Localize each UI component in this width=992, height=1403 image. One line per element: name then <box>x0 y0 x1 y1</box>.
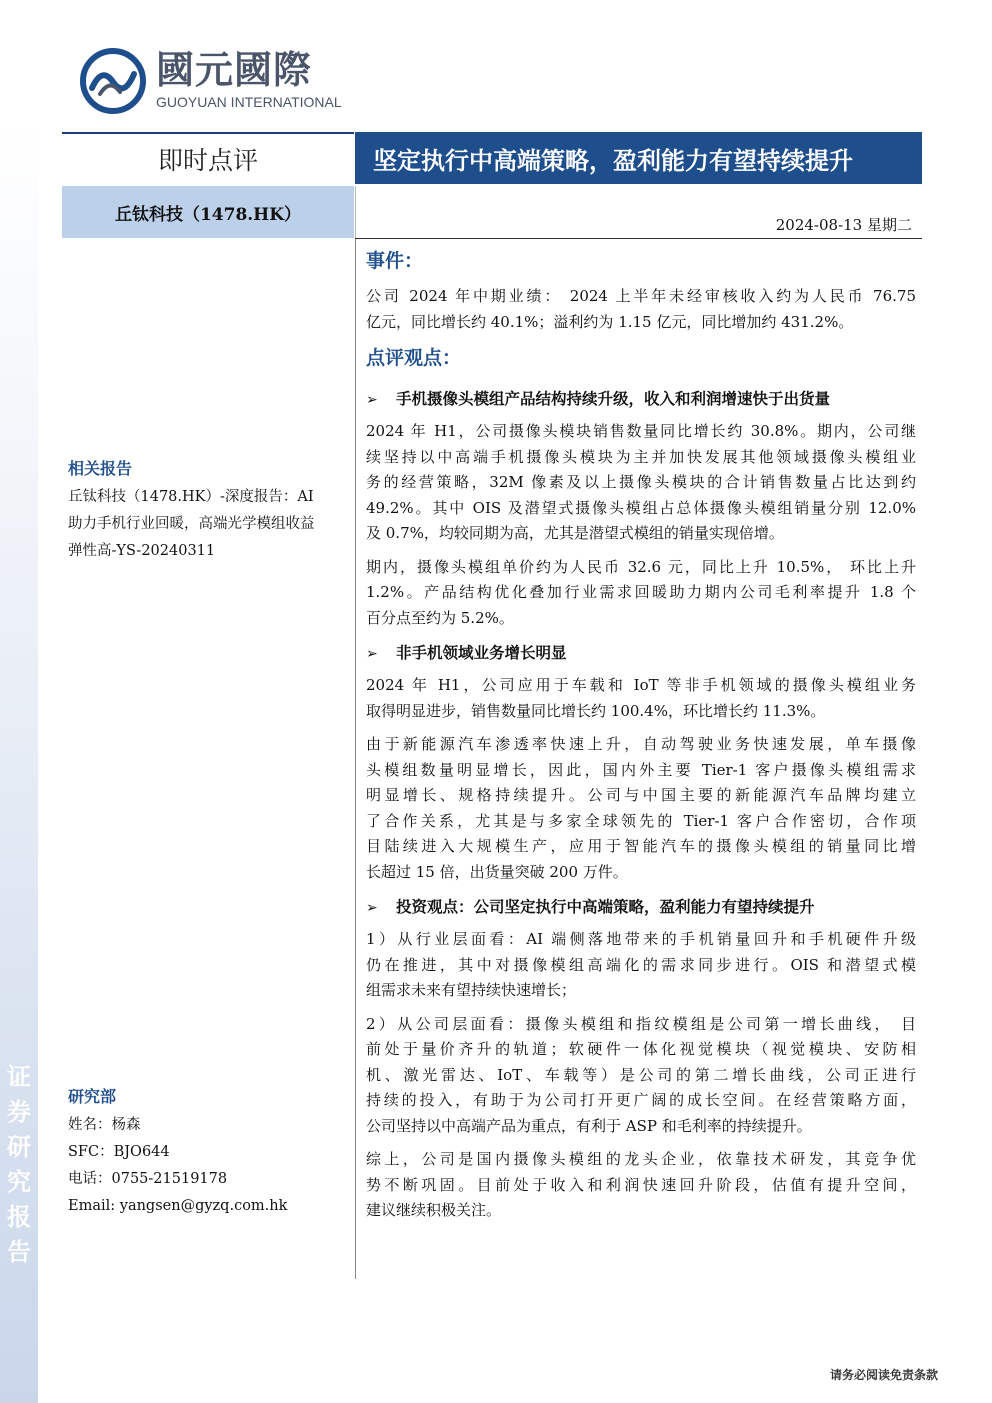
text-line: 及 0.7%，均较同期为高，尤其是潜望式模组的销量实现倍增。 <box>366 524 784 542</box>
related-report-line[interactable]: 丘钛科技（1478.HK）-深度报告：AI <box>68 489 314 505</box>
bullet-text: 手机摄像头模组产品结构持续升级，收入和利润增速快于出货量 <box>396 390 831 408</box>
bullet-heading <box>366 893 916 921</box>
bullet-text: 投资观点：公司坚定执行中高端策略，盈利能力有望持续提升 <box>396 898 815 916</box>
text-line: 仍在推进，其中对摄像模组高端化的需求同步进行。OIS 和潜望式模 <box>366 955 916 974</box>
logo-name-cn: 國元國際 <box>156 47 313 92</box>
related-reports-title: 相关报告 <box>68 459 133 478</box>
column-divider <box>355 239 356 1279</box>
arrow-bullet-icon: ➢ <box>366 900 378 916</box>
text-line: 2）从公司层面看：摄像头模组和指纹模组是公司第一增长曲线， 目 <box>366 1014 916 1033</box>
vertical-char: 研 <box>7 1133 31 1161</box>
company-name: 丘钛科技（1478.HK） <box>62 186 354 238</box>
divider <box>355 186 356 238</box>
text-line: 2024 年 H1，公司应用于车载和 IoT 等非手机领域的摄像头模组业务 <box>366 676 916 694</box>
text-line: 长超过 15 倍，出货量突破 200 万件。 <box>366 862 628 881</box>
text-line: 机、激光雷达、IoT、车载等）是公司的第二增长曲线，公司正进行 <box>366 1065 916 1084</box>
paragraph <box>366 732 916 885</box>
text-line: 头模组数量明显增长，因此，国内外主要 Tier-1 客户摄像头模组需求 <box>366 760 916 779</box>
text-line: 势不断巩固。目前处于收入和利润快速回升阶段，估值有提升空间， <box>366 1175 916 1194</box>
view-title: 点评观点： <box>366 347 462 369</box>
text-line: 目陆续进入大规模生产，应用于智能汽车的摄像头模组的销量同比增 <box>366 837 916 855</box>
vertical-char: 证 <box>7 1063 31 1091</box>
text-line: 1.2%。产品结构优化叠加行业需求回暖助力期内公司毛利率提升 1.8 个 <box>366 583 916 601</box>
text-line: 持续的投入，有助于为公司打开更广阔的成长空间。在经营策略方面， <box>366 1091 916 1109</box>
research-dept-title: 研究部 <box>68 1087 117 1106</box>
related-report-line[interactable]: 弹性高-YS-20240311 <box>68 543 216 559</box>
text-line: 务的经营策略，32M 像素及以上摄像头模块的合计销售数量占比达到约 <box>366 473 916 491</box>
analyst-contact <box>68 1112 352 1220</box>
analyst-email[interactable]: Email: yangsen@gyzq.com.hk <box>68 1198 288 1214</box>
text-line: 前处于量价齐升的轨道；软硬件一体化视觉模块（视觉模块、安防相 <box>366 1040 916 1058</box>
main-content <box>366 246 916 1232</box>
vertical-char: 报 <box>7 1203 31 1231</box>
vertical-char: 券 <box>7 1098 31 1126</box>
vertical-char: 告 <box>7 1238 31 1266</box>
vertical-char: 究 <box>7 1168 31 1196</box>
text-line: 组需求未来有望持续快速增长； <box>366 981 577 999</box>
paragraph <box>366 1147 916 1224</box>
text-line: 公司坚持以中高端产品为重点，有利于 ASP 和毛利率的持续提升。 <box>366 1116 812 1135</box>
text-line: 综上，公司是国内摄像头模组的龙头企业，依靠技术研发，其竞争优 <box>366 1150 916 1168</box>
text-line: 了合作关系，尤其是与多家全球领先的 Tier-1 客户合作密切，合作项 <box>366 811 916 830</box>
paragraph <box>366 419 916 547</box>
logo-name-en: GUOYUAN INTERNATIONAL <box>156 94 342 110</box>
company-logo <box>80 46 342 114</box>
bullet-text: 非手机领域业务增长明显 <box>396 644 567 662</box>
text-line: 1）从行业层面看：AI 端侧落地带来的手机销量回升和手机硬件升级 <box>366 930 916 948</box>
bullet-heading <box>366 639 916 667</box>
analyst-name: 姓名：杨森 <box>68 1117 141 1133</box>
report-date: 2024-08-13 星期二 <box>775 216 912 234</box>
arrow-bullet-icon: ➢ <box>366 646 378 662</box>
text-line: 取得明显进步，销售数量同比增长约 100.4%，环比增长约 11.3%。 <box>366 701 826 720</box>
text-line: 公司 2024 年中期业绩： 2024 上半年未经审核收入约为人民币 76.75 <box>366 287 916 305</box>
text-line: 期内，摄像头模组单价约为人民币 32.6 元，同比上升 10.5%， 环比上升 <box>366 557 916 576</box>
text-line: 49.2%。其中 OIS 及潜望式摄像头模组占总体摄像头模组销量分别 12.0% <box>366 498 916 517</box>
event-title: 事件： <box>366 250 424 272</box>
paragraph <box>366 673 916 724</box>
paragraph <box>366 555 916 632</box>
text-line: 2024 年 H1，公司摄像头模块销售数量同比增长约 30.8%。期内，公司继 <box>366 422 916 440</box>
bullet-heading <box>366 385 916 413</box>
disclaimer-link[interactable]: 请务必阅读免责条款 <box>829 1368 938 1382</box>
divider <box>355 238 922 239</box>
text-line: 由于新能源汽车渗透率快速上升，自动驾驶业务快速发展，单车摄像 <box>366 735 916 753</box>
arrow-bullet-icon: ➢ <box>366 392 378 408</box>
headline: 坚定执行中高端策略，盈利能力有望持续提升 <box>355 132 922 184</box>
report-type: 即时点评 <box>62 132 354 184</box>
vertical-label <box>4 1060 34 1270</box>
paragraph <box>366 927 916 1004</box>
text-line: 百分点至约为 5.2%。 <box>366 608 514 627</box>
text-line: 明显增长、规格持续提升。公司与中国主要的新能源汽车品牌均建立 <box>366 786 916 804</box>
text-line: 建议继续积极关注。 <box>366 1201 502 1219</box>
paragraph <box>366 1012 916 1140</box>
related-report-line[interactable]: 助力手机行业回暖，高端光学模组收益 <box>68 516 315 532</box>
text-line: 续坚持以中高端手机摄像头模块为主并加快发展其他领域摄像头模组业 <box>366 447 916 466</box>
analyst-sfc: SFC：BJO644 <box>68 1144 170 1160</box>
analyst-phone: 电话：0755-21519178 <box>68 1171 228 1187</box>
text-line: 亿元，同比增长约 40.1%；溢利约为 1.15 亿元，同比增加约 431.2%。 <box>366 312 854 331</box>
event-paragraph <box>366 284 916 335</box>
logo-mark-icon <box>80 48 146 114</box>
related-reports-list <box>68 484 352 565</box>
